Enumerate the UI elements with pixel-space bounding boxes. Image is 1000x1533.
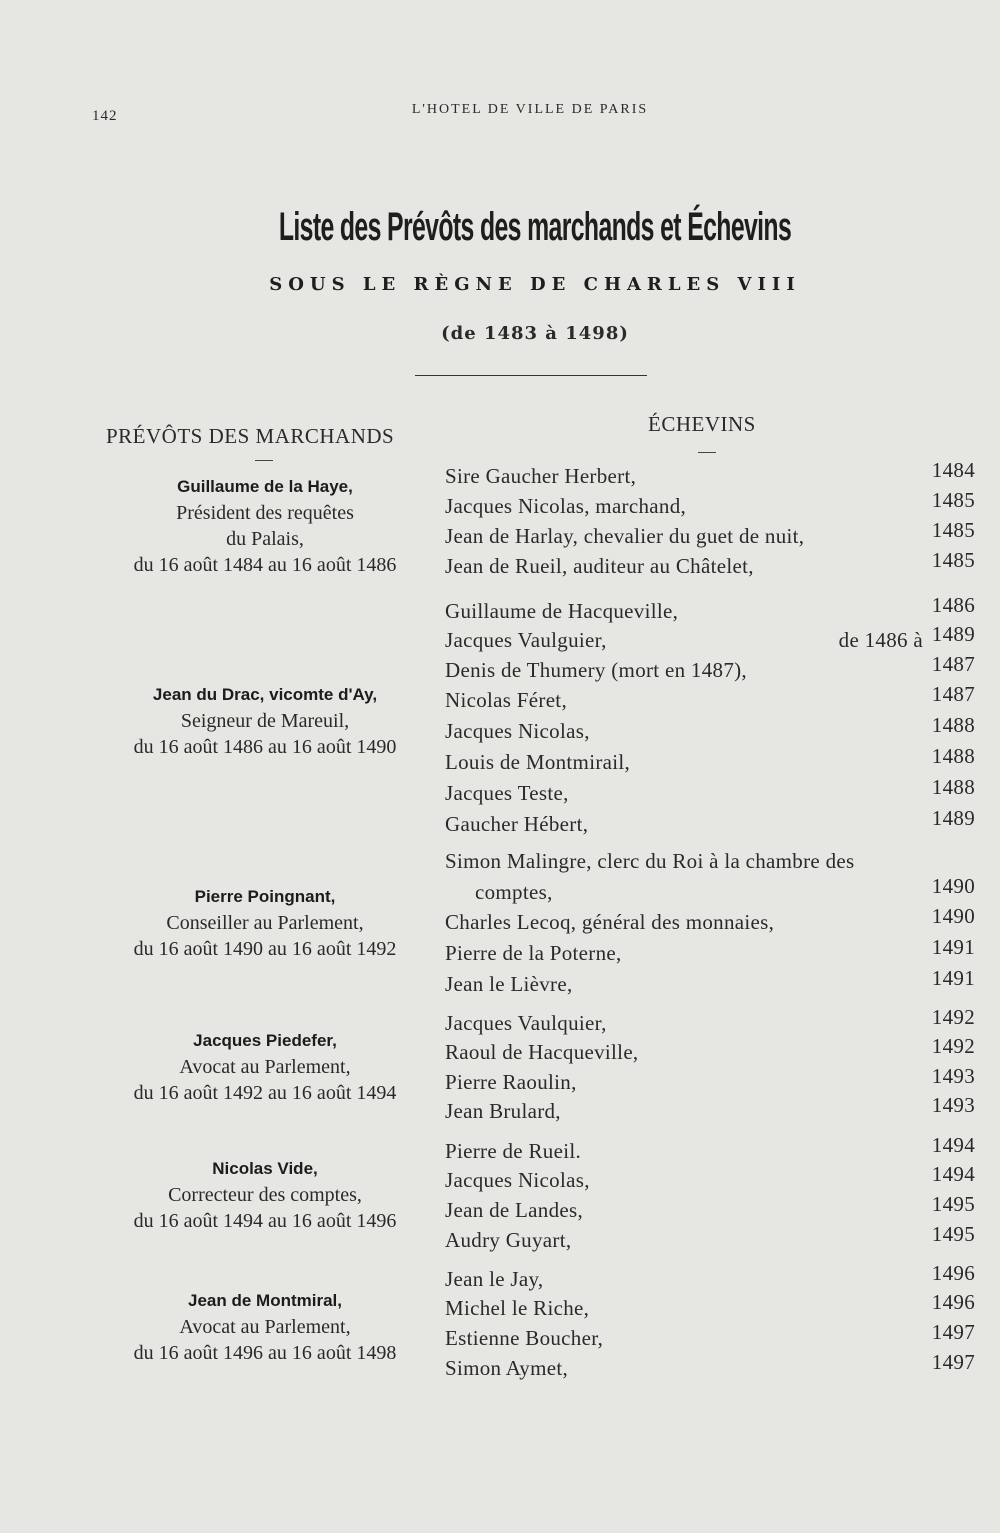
echevin-row [445,652,975,688]
provost-detail: du Palais, [226,528,304,550]
echevin-name: Charles Lecoq, général des monnaies, [445,910,775,934]
provosts-heading-dash [255,460,273,461]
echevin-year: 1494 [931,1133,975,1157]
echevin-name: Sire Gaucher Herbert, [445,464,637,488]
echevin-year: 1488 [931,744,975,768]
echevin-row [445,488,975,524]
echevin-year: 1485 [931,518,975,542]
provost-term: du 16 août 1484 au 16 août 1486 [133,554,397,576]
echevin-year: 1487 [931,682,975,706]
echevin-year: 1491 [931,966,975,990]
provost-detail: Avocat au Parlement, [179,1056,351,1078]
echevin-name: Pierre Raoulin, [445,1070,577,1094]
provost-detail: Correcteur des comptes, [168,1184,362,1206]
provosts-heading: PRÉVÔTS DES MARCHANDS [106,424,395,448]
echevin-row [445,1192,975,1228]
echevin-row [445,1261,975,1297]
echevin-name: Gaucher Hébert, [445,812,589,836]
provost-detail: Conseiller au Parlement, [166,912,364,934]
echevin-name: Pierre de la Poterne, [445,941,622,965]
provost-name: Jean du Drac, vicomte d'Ay, [152,685,378,704]
echevin-name: Audry Guyart, [445,1228,572,1252]
echevin-year: 1492 [931,1034,975,1058]
provost-entry [95,1028,435,1106]
echevin-name: Estienne Boucher, [445,1326,604,1350]
echevin-name: Jacques Teste, [445,781,569,805]
page-subtitle: SOUS LE RÈGNE DE CHARLES VIII [269,274,801,295]
running-head: L'HOTEL DE VILLE DE PARIS [411,102,649,117]
echevin-row [445,1005,975,1041]
date-range: (de 1483 à 1498) [441,323,629,344]
provost-term: du 16 août 1492 au 16 août 1494 [133,1082,397,1104]
provost-term: du 16 août 1486 au 16 août 1490 [133,736,397,758]
echevin-year: 1489 [931,622,975,646]
echevin-row [445,1162,975,1198]
echevin-term-start: de 1486 à [838,628,923,652]
echevin-name: Jacques Nicolas, [445,719,590,743]
echevin-row [445,744,975,780]
echevin-year: 1491 [931,935,975,959]
echevin-row [445,1222,975,1258]
echevin-name: Jacques Vaulquier, [445,1011,607,1035]
echevin-name: Louis de Montmirail, [445,750,631,774]
echevin-name: Simon Malingre, clerc du Roi à la chambre des [445,849,855,873]
echevin-year: 1497 [931,1320,975,1344]
page-title: Liste des Prévôts des marchands et Échevins [278,205,792,249]
provost-entry [95,474,435,578]
page-number: 142 [92,108,118,124]
provost-term: du 16 août 1496 au 16 août 1498 [133,1342,397,1364]
echevin-name: Jacques Nicolas, [445,1168,590,1192]
echevin-name: Jacques Nicolas, marchand, [445,494,687,518]
provost-entry [95,1288,435,1366]
echevin-year: 1490 [931,904,975,928]
echevin-row [445,775,975,811]
echevin-row [445,935,975,971]
echevin-row [445,806,975,842]
echevin-year: 1496 [931,1290,975,1314]
provost-entry [95,1156,435,1234]
echevin-row [445,874,975,910]
provost-detail: Avocat au Parlement, [179,1316,351,1338]
echevin-name: Jean de Rueil, auditeur au Châtelet, [445,554,754,578]
provost-detail: Seigneur de Mareuil, [180,710,350,732]
echevin-year: 1490 [931,874,975,898]
echevin-name: Jean le Jay, [445,1267,544,1291]
echevin-year: 1496 [931,1261,975,1285]
echevin-year: 1485 [931,548,975,572]
echevin-name: Simon Aymet, [445,1356,569,1380]
echevin-name: Michel le Riche, [445,1296,590,1320]
echevin-row [445,1093,975,1129]
echevin-year: 1494 [931,1162,975,1186]
echevin-row [445,713,975,749]
echevin-row [445,1064,975,1100]
echevin-name: Guillaume de Hacqueville, [445,599,679,623]
echevins-heading-dash [698,452,716,453]
echevin-year: 1492 [931,1005,975,1029]
echevin-row [445,1034,975,1070]
provost-name: Jean de Montmiral, [188,1291,342,1310]
echevin-row [445,966,975,1002]
provost-entry [95,682,435,760]
echevin-row [445,458,975,494]
echevin-row [445,622,975,658]
echevin-row [445,1290,975,1326]
echevin-year: 1484 [931,458,975,482]
echevin-row [445,518,975,554]
provost-name: Guillaume de la Haye, [177,477,353,496]
echevin-year: 1493 [931,1093,975,1117]
title-rule [415,375,647,376]
echevin-row [445,593,975,629]
echevin-year: 1495 [931,1222,975,1246]
echevin-name: Jean le Lièvre, [445,972,573,996]
echevin-year: 1497 [931,1350,975,1374]
echevin-year: 1486 [931,593,975,617]
echevin-name: Jean de Landes, [445,1198,584,1222]
echevin-year: 1488 [931,713,975,737]
echevin-row [445,904,975,940]
provost-name: Nicolas Vide, [212,1159,318,1178]
echevin-name: Denis de Thumery (mort en 1487), [445,658,747,682]
echevin-name: Nicolas Féret, [445,688,567,712]
echevin-row [445,849,975,879]
echevin-name: Jean Brulard, [445,1099,561,1123]
provost-name: Jacques Piedefer, [193,1031,337,1050]
echevin-year: 1489 [931,806,975,830]
echevin-year: 1485 [931,488,975,512]
echevin-name: Jean de Harlay, chevalier du guet de nuit, [445,524,805,548]
echevin-year: 1495 [931,1192,975,1216]
provost-name: Pierre Poingnant, [194,887,336,906]
echevins-heading: ÉCHEVINS [648,412,756,436]
provost-term: du 16 août 1490 au 16 août 1492 [133,938,397,960]
echevin-name: comptes, [475,880,553,904]
echevin-year: 1493 [931,1064,975,1088]
echevin-row [445,1350,975,1386]
provost-term: du 16 août 1494 au 16 août 1496 [133,1210,397,1232]
provost-entry [95,884,435,962]
echevin-row [445,1133,975,1169]
echevin-year: 1488 [931,775,975,799]
echevin-row [445,682,975,718]
echevin-name: Raoul de Hacqueville, [445,1040,639,1064]
echevin-name: Pierre de Rueil. [445,1139,582,1163]
echevin-year: 1487 [931,652,975,676]
echevin-row [445,548,975,584]
echevin-name: Jacques Vaulguier, [445,628,607,652]
provost-detail: Président des requêtes [176,502,354,524]
echevin-row [445,1320,975,1356]
